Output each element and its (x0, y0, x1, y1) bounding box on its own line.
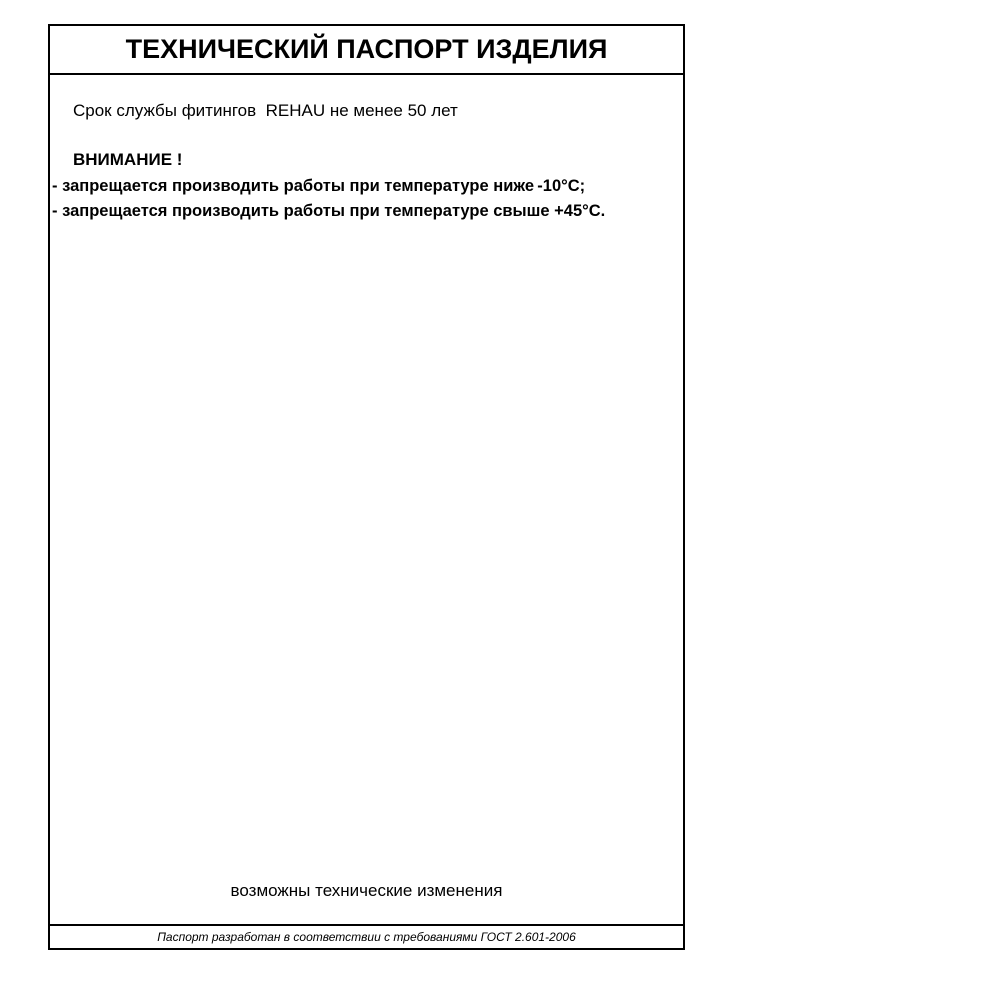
service-life-text: Срок службы фитингов REHAU не менее 50 лет (73, 101, 458, 120)
page-title: ТЕХНИЧЕСКИЙ ПАСПОРТ ИЗДЕЛИЯ (125, 34, 608, 64)
warning-list (52, 174, 605, 224)
technical-changes-note: возможны технические изменения (230, 881, 503, 900)
title-row (50, 26, 683, 75)
warning-item-low-temperature: - запрещается производить работы при температуре ниже -10°С; (52, 177, 586, 195)
footer-row (50, 924, 683, 948)
passport-sheet (48, 24, 685, 950)
footer-standard-note: Паспорт разработан в соответствии с требованиями ГОСТ 2.601-2006 (157, 930, 576, 944)
warning-item-high-temperature: - запрещается производить работы при температуре свыше +45°С. (52, 202, 606, 220)
warning-heading: ВНИМАНИЕ ! (73, 150, 183, 169)
